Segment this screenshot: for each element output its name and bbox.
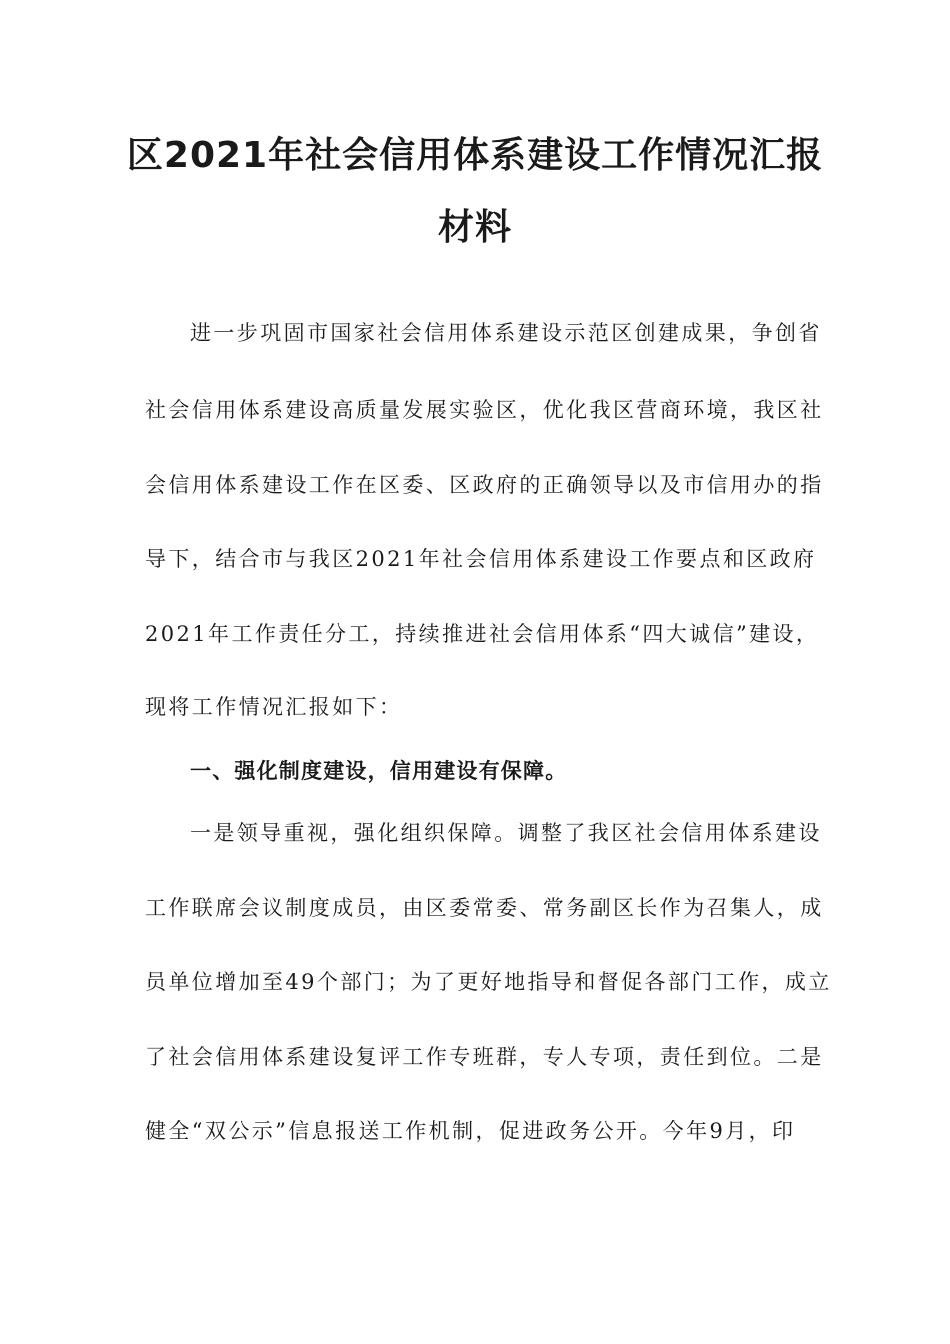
paragraph-line: 社会信用体系建设高质量发展实验区，优化我区营商环境，我区社 (145, 398, 824, 422)
paragraph-line: 现将工作情况汇报如下： (145, 695, 403, 719)
paragraph-line: 2021年工作责任分工，持续推进社会信用体系“四大诚信”建设， (145, 622, 820, 646)
paragraph-line: 一是领导重视，强化组织保障。调整了我区社会信用体系建设 (190, 821, 822, 845)
paragraph-line: 健全“双公示”信息报送工作机制，促进政务公开。今年9月，印 (145, 1119, 796, 1143)
paragraph-line: 员单位增加至49个部门；为了更好地指导和督促各部门工作，成立 (145, 970, 832, 994)
paragraph-line: 工作联席会议制度成员，由区委常委、常务副区长作为召集人，成 (145, 896, 824, 920)
paragraph-line: 进一步巩固市国家社会信用体系建设示范区创建成果，争创省 (190, 321, 822, 345)
document-title-line-2: 材料 (437, 207, 512, 248)
paragraph-line: 会信用体系建设工作在区委、区政府的正确领导以及市信用办的指 (145, 473, 824, 497)
document-title-line-1: 区2021年社会信用体系建设工作情况汇报 (126, 135, 824, 176)
paragraph-line: 了社会信用体系建设复评工作专班群，专人专项，责任到位。二是 (145, 1045, 824, 1069)
section-heading: 一、强化制度建设，信用建设有保障。 (190, 759, 568, 783)
paragraph-line: 导下，结合市与我区2021年社会信用体系建设工作要点和区政府 (145, 547, 817, 571)
